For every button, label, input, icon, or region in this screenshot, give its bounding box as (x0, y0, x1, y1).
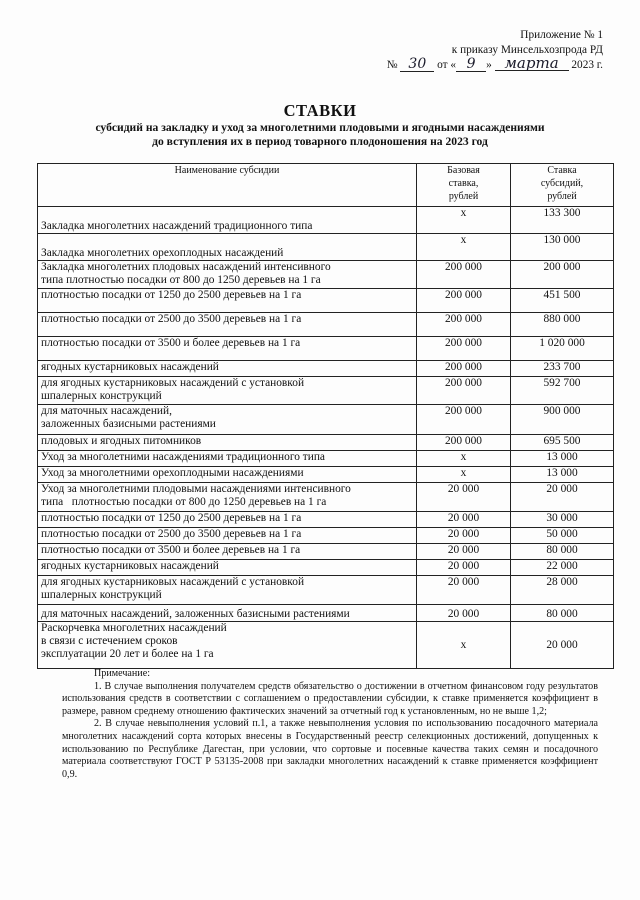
order-day-handwritten: 9 (456, 58, 486, 72)
row-base: 200 000 (417, 405, 511, 435)
header-base-line-3: рублей (448, 191, 479, 202)
row-name-line-1: Закладка многолетних плодовых насаждений интенсивного (41, 261, 331, 273)
table-row (38, 207, 614, 234)
row-rate: 13 000 (511, 451, 614, 467)
row-base: х (417, 622, 511, 669)
row-rate: 451 500 (511, 289, 614, 313)
row-name-line-1: для маточных насаждений, (41, 405, 172, 417)
header-base-rate (417, 164, 511, 207)
row-base: х (417, 207, 511, 234)
row-name: Уход за многолетними орехоплодными насаждениями (38, 467, 417, 483)
row-name-line-1: Уход за многолетними плодовыми насаждениями интенсивного (41, 483, 351, 495)
document-subtitle (60, 121, 580, 149)
row-base: 200 000 (417, 289, 511, 313)
row-base: 20 000 (417, 528, 511, 544)
row-name-line-1: для ягодных кустарниковых насаждений с установкой (41, 576, 305, 588)
row-rate: 133 300 (511, 207, 614, 234)
row-name-line-2: заложенных базисными растениями (41, 418, 216, 430)
appendix-line-1: Приложение № 1 (520, 29, 603, 41)
table-row (38, 528, 614, 544)
row-name: для маточных насаждений, заложенных базисными растениями (38, 605, 417, 622)
appendix-header (387, 28, 603, 73)
table-row (38, 560, 614, 576)
order-year: 2023 г. (571, 59, 603, 71)
row-name-line-2: в связи с истечением сроков (41, 635, 178, 647)
row-rate: 200 000 (511, 261, 614, 289)
table-row (38, 467, 614, 483)
row-name: плотностью посадки от 3500 и более деревьев на 1 га (38, 337, 417, 361)
row-base: 20 000 (417, 605, 511, 622)
row-name: плотностью посадки от 1250 до 2500 деревьев на 1 га (38, 289, 417, 313)
header-rate-line-3: рублей (547, 191, 577, 202)
row-rate: 50 000 (511, 528, 614, 544)
row-rate: 80 000 (511, 605, 614, 622)
row-name (38, 377, 417, 405)
order-number-label: № (386, 59, 398, 71)
header-base-line-1: Базовая (447, 165, 480, 176)
order-number-handwritten: 30 (400, 58, 434, 72)
row-name-line-1: Раскорчевка многолетних насаждений (41, 622, 227, 634)
table-row (38, 261, 614, 289)
table-row (38, 337, 614, 361)
row-base: 20 000 (417, 560, 511, 576)
row-base: 200 000 (417, 261, 511, 289)
table-row (38, 377, 614, 405)
row-name: Уход за многолетними насаждениями традиционного типа (38, 451, 417, 467)
row-rate: 233 700 (511, 361, 614, 377)
row-name-line-2: типа плотностью посадки от 800 до 1250 деревьев на 1 га (41, 274, 321, 286)
row-rate: 130 000 (511, 234, 614, 261)
row-rate: 880 000 (511, 313, 614, 337)
row-name-line-2: типа плотностью посадки от 800 до 1250 деревьев на 1 га (41, 496, 327, 508)
table-row (38, 576, 614, 605)
row-rate: 1 020 000 (511, 337, 614, 361)
row-base: 200 000 (417, 313, 511, 337)
row-rate: 30 000 (511, 512, 614, 528)
row-name-line-1: для ягодных кустарниковых насаждений с установкой (41, 377, 305, 389)
row-name: плотностью посадки от 2500 до 3500 деревьев на 1 га (38, 528, 417, 544)
header-subsidy-rate (511, 164, 614, 207)
row-name-line-3: эксплуатации 20 лет и более на 1 га (41, 648, 214, 660)
row-name-line-2: шпалерных конструкций (41, 589, 162, 601)
header-rate-line-2: субсидий, (540, 178, 584, 189)
row-base: 200 000 (417, 377, 511, 405)
row-base: х (417, 451, 511, 467)
row-rate: 20 000 (511, 483, 614, 512)
row-name-line-2: шпалерных конструкций (41, 390, 162, 402)
table-row (38, 313, 614, 337)
table-row (38, 483, 614, 512)
table-row (38, 289, 614, 313)
notes-section (62, 668, 598, 781)
row-rate: 80 000 (511, 544, 614, 560)
row-name (38, 622, 417, 669)
row-name: плотностью посадки от 1250 до 2500 деревьев на 1 га (38, 512, 417, 528)
order-reference (386, 54, 603, 73)
row-base: х (417, 234, 511, 261)
table-row (38, 361, 614, 377)
row-name: ягодных кустарниковых насаждений (38, 560, 417, 576)
row-base: 20 000 (417, 544, 511, 560)
table-row (38, 622, 614, 669)
notes-heading: Примечание: (94, 668, 150, 679)
row-rate: 695 500 (511, 435, 614, 451)
row-name: плотностью посадки от 2500 до 3500 деревьев на 1 га (38, 313, 417, 337)
table-row (38, 451, 614, 467)
row-base: 20 000 (417, 576, 511, 605)
document-title: СТАВКИ (283, 101, 357, 120)
table-row (38, 605, 614, 622)
order-month-handwritten: марта (495, 57, 569, 71)
order-date-from-label: от « (437, 59, 457, 71)
row-base: 20 000 (417, 512, 511, 528)
row-name (38, 405, 417, 435)
row-rate: 22 000 (511, 560, 614, 576)
row-name: плодовых и ягодных питомников (38, 435, 417, 451)
row-name (38, 576, 417, 605)
row-rate: 13 000 (511, 467, 614, 483)
table-row (38, 435, 614, 451)
table-row (38, 234, 614, 261)
table-row (38, 512, 614, 528)
appendix-line-2: к приказу Минсельхозпрода РД (451, 43, 603, 56)
header-rate-line-1: Ставка (547, 165, 577, 176)
row-name: Закладка многолетних орехоплодных насаждений (38, 234, 417, 261)
row-name: плотностью посадки от 3500 и более деревьев на 1 га (38, 544, 417, 560)
subtitle-line-2: до вступления их в период товарного плодоношения на 2023 год (152, 135, 488, 148)
subsidy-rates-table (37, 163, 614, 669)
row-rate: 20 000 (511, 622, 614, 669)
row-base: 200 000 (417, 337, 511, 361)
row-name (38, 261, 417, 289)
table-row (38, 544, 614, 560)
row-rate: 592 700 (511, 377, 614, 405)
row-base: 200 000 (417, 361, 511, 377)
row-rate: 900 000 (511, 405, 614, 435)
row-rate: 28 000 (511, 576, 614, 605)
header-base-line-2: ставка, (448, 178, 479, 189)
subtitle-line-1: субсидий на закладку и уход за многолетними плодовыми и ягодными насаждениями (95, 121, 545, 134)
row-name: ягодных кустарниковых насаждений (38, 361, 417, 377)
row-base: х (417, 467, 511, 483)
row-name: Закладка многолетних насаждений традиционного типа (38, 207, 417, 234)
note-2: 2. В случае невыполнения условий п.1, а также невыполнения условия по использованию посадочного материала многолетних насаждений сорта которых внесены в Государственный реестр селекционных достижений, допущенных к использованию по Республике Дагестан, при условии, что сортовые и посевные качества таких семян и посадочного материала соответствуют ГОСТ Р 53135-2008 при закладки многолетних насаждений к ставке применяется коэффициент 0,9. (62, 718, 598, 780)
row-base: 200 000 (417, 435, 511, 451)
table-row (38, 405, 614, 435)
order-quote-close: » (486, 59, 492, 71)
row-name (38, 483, 417, 512)
table-header-row (38, 164, 614, 207)
header-name: Наименование субсидии (38, 164, 417, 207)
note-1: 1. В случае выполнения получателем средств обязательство о достижении в отчетном финансовом году результатов использования средств в соответствии с соглашением о предоставлении субсидии, к ставке применяется коэффициент в размере, равном среднему отношению фактических значений за отчетный год к установленным, но не выше 1,2; (62, 680, 598, 717)
row-base: 20 000 (417, 483, 511, 512)
